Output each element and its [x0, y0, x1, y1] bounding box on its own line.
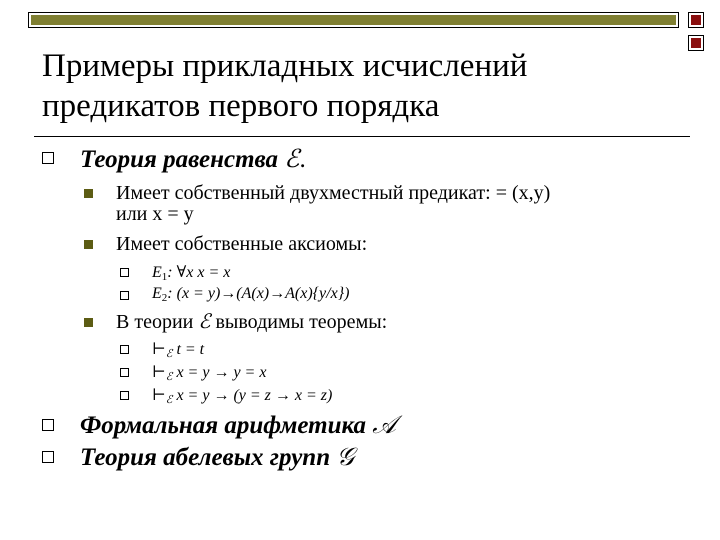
- top-decor-bar: [28, 12, 679, 28]
- equality-symbol: ℰ: [198, 309, 211, 333]
- theorem-2: $⊢_ℰ$ x = y → y = x: [152, 364, 267, 383]
- corner-square-bottom: [688, 35, 704, 51]
- bullet-small-square-icon: [120, 368, 129, 377]
- bullet-open-square-icon: [42, 451, 54, 463]
- theorems-label: В теории ℰ выводимы теоремы:: [116, 309, 388, 333]
- theorem-3: $⊢_ℰ$ x = y → (y = z → x = z): [152, 387, 333, 406]
- bullet-small-square-icon: [120, 345, 129, 354]
- title-divider: [34, 136, 690, 137]
- item-equality-theory: [80, 144, 306, 174]
- item-arithmetic: Формальная арифметика 𝒜: [80, 410, 396, 439]
- predicate-line-2: или x = y: [116, 203, 194, 225]
- title-line-1: Примеры прикладных исчислений: [42, 48, 528, 84]
- predicate-line-1: Имеет собственный двухместный предикат: = (x,y): [116, 182, 551, 204]
- axiom-1: $E_1$: ∀x x = x: [152, 264, 231, 283]
- axiom-2: $E_2$: (x = y)→(A(x)→A(x){y/x}): [152, 285, 350, 304]
- abelian-symbol: 𝒢: [336, 442, 355, 471]
- equality-symbol: ℰ: [284, 144, 300, 173]
- bullet-small-square-icon: [120, 291, 129, 300]
- bullet-open-square-icon: [42, 152, 54, 164]
- title-line-2: предикатов первого порядка: [42, 88, 440, 124]
- item-suffix: .: [299, 146, 306, 173]
- predicate-text: [116, 183, 550, 225]
- bullet-filled-square-icon: [84, 240, 93, 249]
- axioms-label: Имеет собственные аксиомы:: [116, 233, 368, 255]
- arithmetic-symbol: 𝒜: [372, 410, 396, 439]
- bullet-filled-square-icon: [84, 318, 93, 327]
- bullet-filled-square-icon: [84, 189, 93, 198]
- item-name: Теория равенства: [80, 146, 279, 173]
- theorem-1: $⊢_ℰ$ t = t: [152, 341, 205, 360]
- bullet-small-square-icon: [120, 391, 129, 400]
- slide-title: [42, 46, 662, 126]
- bullet-open-square-icon: [42, 419, 54, 431]
- item-abelian-groups: Теория абелевых групп 𝒢: [80, 442, 355, 471]
- corner-square-top: [688, 12, 704, 28]
- bullet-small-square-icon: [120, 268, 129, 277]
